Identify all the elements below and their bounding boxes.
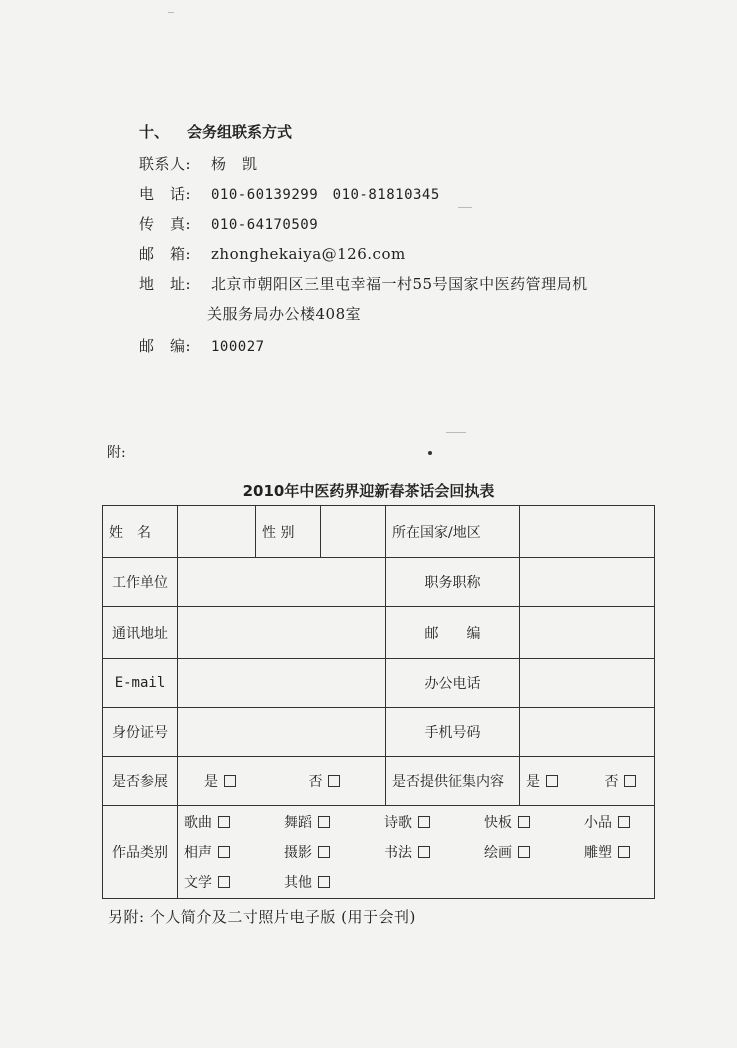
table-row [103, 607, 655, 659]
exhibit-options [178, 757, 386, 806]
checkbox-icon[interactable] [618, 846, 630, 858]
employer-label: 工作单位 [103, 558, 178, 607]
table-row [103, 558, 655, 607]
phone-label: 电 话: [139, 185, 192, 203]
address-label: 地 址: [139, 275, 192, 293]
checkbox-icon[interactable] [318, 816, 330, 828]
employer-field[interactable] [178, 558, 386, 607]
work-label: 相声 [184, 845, 212, 861]
checkbox-icon[interactable] [318, 876, 330, 888]
id-number-label: 身份证号 [103, 708, 178, 757]
contact-person-label: 联系人: [139, 155, 192, 173]
scan-speck [446, 432, 466, 433]
work-label: 绘画 [484, 845, 512, 861]
table-row [103, 659, 655, 708]
fax-value: 010-64170509 [211, 217, 319, 233]
gender-field[interactable] [321, 506, 386, 558]
email-label: 邮 箱: [139, 245, 192, 263]
checkbox-icon[interactable] [418, 846, 430, 858]
postcode-field[interactable] [520, 607, 655, 659]
work-option-calligraphy[interactable] [384, 842, 484, 862]
scan-speck [458, 207, 472, 208]
reply-form-table [102, 505, 655, 899]
work-option-kuaiban[interactable] [484, 812, 584, 832]
category-options [178, 806, 655, 899]
provide-label: 是否提供征集内容 [386, 757, 520, 806]
work-label: 歌曲 [184, 815, 212, 831]
checkbox-icon[interactable] [218, 876, 230, 888]
id-number-field[interactable] [178, 708, 386, 757]
section-title: 会务组联系方式 [187, 123, 293, 141]
work-option-literature[interactable] [184, 872, 284, 892]
mobile-label: 手机号码 [386, 708, 520, 757]
attachment-label: 附: [107, 445, 126, 461]
category-label: 作品类别 [103, 806, 178, 899]
exhibit-no-text: 否 [308, 774, 323, 790]
mail-address-label: 通讯地址 [103, 607, 178, 659]
address-row [139, 273, 588, 294]
table-row [103, 757, 655, 806]
work-label: 小品 [584, 815, 612, 831]
checkbox-icon[interactable] [218, 816, 230, 828]
name-label: 姓 名 [103, 506, 178, 558]
postcode-value: 100027 [211, 339, 265, 355]
exhibit-yes-text: 是 [204, 774, 218, 790]
checkbox-icon[interactable] [518, 846, 530, 858]
email-row [139, 243, 406, 264]
table-row [103, 806, 655, 899]
contact-person-value: 杨 凯 [211, 155, 258, 173]
work-option-skit[interactable] [584, 812, 644, 832]
work-option-dance[interactable] [284, 812, 384, 832]
mail-address-field[interactable] [178, 607, 386, 659]
work-option-song[interactable] [184, 812, 284, 832]
exhibit-yes-option[interactable] [184, 771, 284, 791]
postcode-row [139, 335, 265, 356]
work-label: 诗歌 [384, 815, 412, 831]
provide-options [520, 757, 655, 806]
work-label: 快板 [484, 815, 512, 831]
provide-no-option[interactable] [600, 771, 636, 791]
name-field[interactable] [178, 506, 256, 558]
section-heading [139, 121, 292, 142]
table-row [103, 708, 655, 757]
checkbox-icon[interactable] [518, 816, 530, 828]
work-option-other[interactable] [284, 872, 384, 892]
work-option-sculpture[interactable] [584, 842, 644, 862]
fax-label: 传 真: [139, 215, 192, 233]
dot-mark [428, 451, 432, 455]
table-row [103, 506, 655, 558]
office-phone-field[interactable] [520, 659, 655, 708]
work-label: 书法 [384, 845, 412, 861]
work-option-poetry[interactable] [384, 812, 484, 832]
provide-no-text: 否 [604, 774, 619, 790]
work-label: 舞蹈 [284, 815, 312, 831]
checkbox-icon[interactable] [318, 846, 330, 858]
office-phone-label: 办公电话 [386, 659, 520, 708]
postcode-form-label: 邮 编 [386, 607, 520, 659]
job-title-field[interactable] [520, 558, 655, 607]
checkbox-icon[interactable] [546, 775, 558, 787]
section-number: 十、 [139, 123, 170, 141]
checkbox-icon[interactable] [624, 775, 636, 787]
contact-person-row [139, 153, 258, 174]
phone-row [139, 183, 440, 204]
work-label: 摄影 [284, 845, 312, 861]
checkbox-icon[interactable] [328, 775, 340, 787]
exhibit-no-option[interactable] [288, 771, 340, 791]
email-field[interactable] [178, 659, 386, 708]
gender-label: 性 别 [256, 506, 321, 558]
work-label: 雕塑 [584, 845, 612, 861]
fax-row [139, 213, 318, 234]
postcode-label: 邮 编: [139, 337, 192, 355]
job-title-label: 职务职称 [386, 558, 520, 607]
country-label: 所在国家/地区 [386, 506, 520, 558]
work-option-painting[interactable] [484, 842, 584, 862]
work-label: 其他 [284, 875, 312, 891]
provide-yes-option[interactable] [526, 771, 596, 791]
address-line1: 北京市朝阳区三里屯幸福一村55号国家中医药管理局机 [211, 275, 588, 293]
form-title: 2010年中医药界迎新春茶话会回执表 [242, 482, 495, 500]
work-option-crosstalk[interactable] [184, 842, 284, 862]
work-option-photography[interactable] [284, 842, 384, 862]
phone-value: 010-60139299 010-81810345 [211, 187, 440, 203]
address-line2: 关服务局办公楼408室 [207, 305, 362, 323]
scan-speck [168, 12, 174, 13]
footer-note: 另附: 个人简介及二寸照片电子版 (用于会刊) [108, 908, 416, 926]
work-label: 文学 [184, 875, 212, 891]
provide-yes-text: 是 [526, 774, 540, 790]
checkbox-icon[interactable] [218, 846, 230, 858]
email-value: zhonghekaiya@126.com [211, 245, 406, 263]
checkbox-icon[interactable] [418, 816, 430, 828]
exhibit-label: 是否参展 [103, 757, 178, 806]
checkbox-icon[interactable] [618, 816, 630, 828]
email-form-label: E-mail [103, 659, 178, 708]
works-grid [184, 806, 648, 898]
mobile-field[interactable] [520, 708, 655, 757]
country-field[interactable] [520, 506, 655, 558]
checkbox-icon[interactable] [224, 775, 236, 787]
